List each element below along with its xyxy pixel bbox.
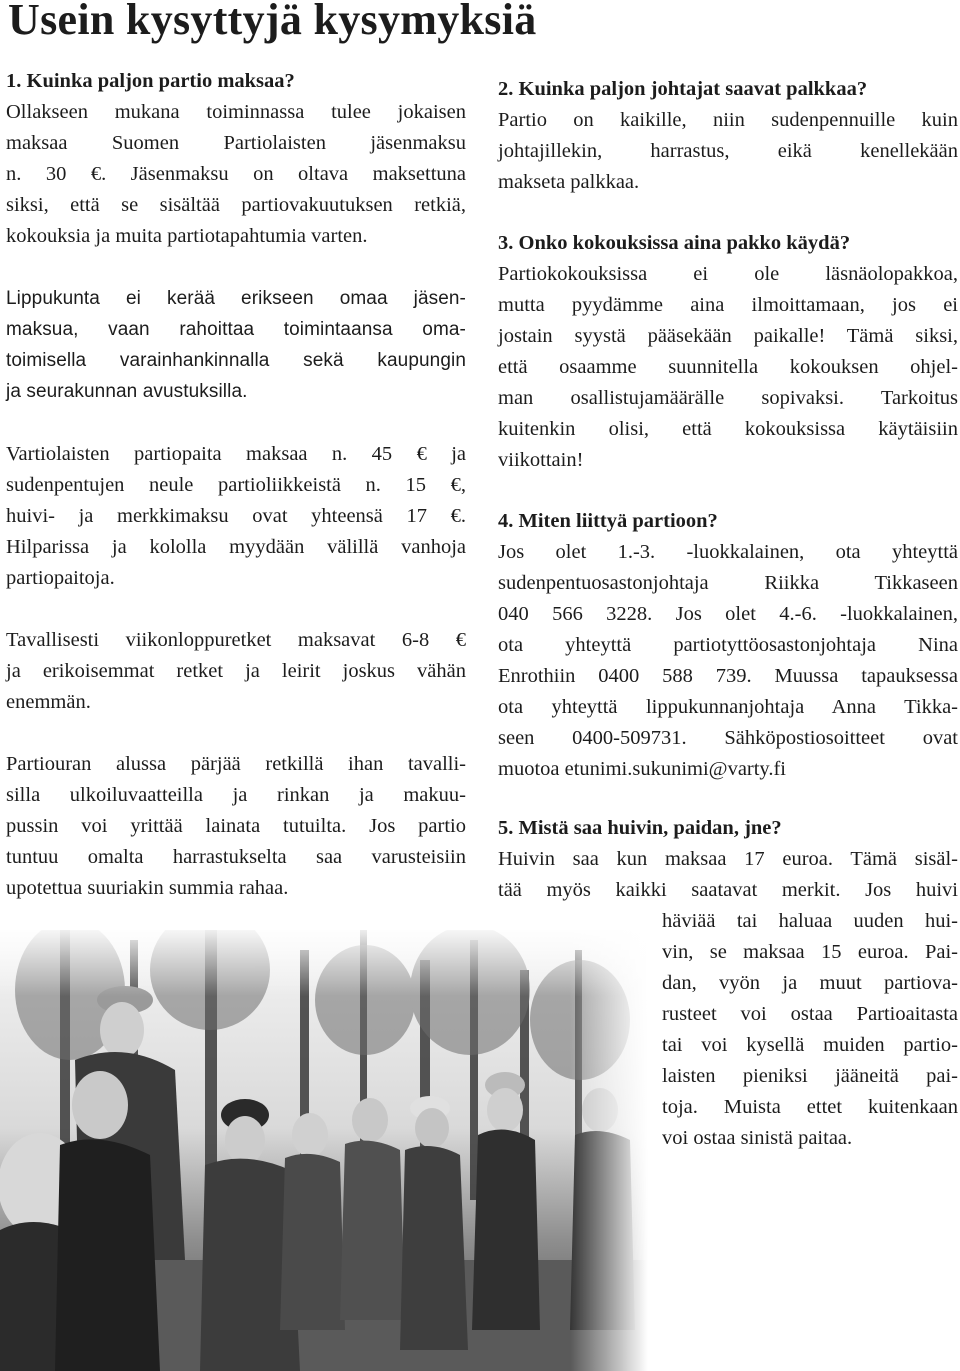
question-heading: 4. Miten liittyä partioon? bbox=[498, 510, 718, 532]
faq-item-join bbox=[498, 506, 958, 785]
answer-line: seen 0400-509731. Sähköpostiosoitteet ovat bbox=[498, 727, 958, 749]
faq-item-cost bbox=[6, 66, 466, 252]
email-format-line: muotoa etunimi.sukunimi@varty.fi bbox=[498, 758, 787, 780]
paragraph-line: maksua, vaan rahoittaa toimintaansa oma- bbox=[6, 319, 466, 340]
paragraph-line: huivi- ja merkkimaksu ovat yhteensä 17 €. bbox=[6, 505, 466, 527]
paragraph-line: Tavallisesti viikonloppuretket maksavat 6-8 € bbox=[6, 629, 466, 651]
paragraph-line: silla ulkoiluvaatteilla ja rinkan ja makuu- bbox=[6, 784, 466, 806]
answer-line: johtajillekin, harrastus, eikä kenellekään bbox=[498, 140, 958, 162]
answer-line: sudenpentuosastonjohtaja Riikka Tikkaseen bbox=[498, 572, 958, 594]
question-heading: 3. Onko kokouksissa aina pakko käydä? bbox=[498, 232, 851, 254]
paragraph-line: ja erikoisemmat retket ja leirit joskus vähän bbox=[6, 660, 466, 682]
answer-line: toja. Muista ettet kuitenkaan bbox=[662, 1096, 958, 1118]
answer-line: Ollakseen mukana toiminnassa tulee jokaisen bbox=[6, 101, 466, 123]
paragraph-line: Hilparissa ja kololla myydään välillä vanhoja bbox=[6, 536, 466, 558]
faq-item-meetings bbox=[498, 228, 958, 476]
page-title: Usein kysyttyjä kysymyksiä bbox=[8, 0, 537, 44]
answer-line: Jos olet 1.-3. -luokkalainen, ota yhteyttä bbox=[498, 541, 958, 563]
answer-line: siksi, että se sisältää partiovakuutuksen retkiä, bbox=[6, 194, 466, 216]
paragraph-trip-costs bbox=[6, 625, 466, 718]
answer-line: kuitenkin olisi, että kokouksissa käytäisiin bbox=[498, 418, 958, 440]
faq-item-scarf-shirt-continued bbox=[662, 906, 958, 1154]
paragraph-line: pussin voi yrittää lainata tutuilta. Jos partio bbox=[6, 815, 466, 837]
paragraph-line: sudenpentujen neule partioliikkeistä n. 15 €, bbox=[6, 474, 466, 496]
answer-line: jostain syystä pääsekään paikalle! Tämä siksi, bbox=[498, 325, 958, 347]
answer-line: häviää tai haluaa uuden hui- bbox=[662, 910, 958, 932]
faq-item-leader-pay bbox=[498, 74, 958, 198]
answer-line: 040 566 3228. Jos olet 4.-6. -luokkalainen, bbox=[498, 603, 958, 625]
paragraph-membership-funding bbox=[6, 283, 466, 407]
question-heading: 5. Mistä saa huivin, paidan, jne? bbox=[498, 817, 782, 839]
answer-line: tai voi kysellä muiden partio- bbox=[662, 1034, 958, 1056]
answer-line: Partiokokouksissa ei ole läsnäolopakkoa, bbox=[498, 263, 958, 285]
answer-line: Huivin saa kun maksaa 17 euroa. Tämä sisäl- bbox=[498, 848, 958, 870]
answer-line: makseta palkkaa. bbox=[498, 171, 640, 193]
paragraph-uniform-prices bbox=[6, 439, 466, 594]
answer-line: Partio on kaikille, niin sudenpennuille kuin bbox=[498, 109, 958, 131]
answer-line: dan, vyön ja muut partiova- bbox=[662, 972, 958, 994]
paragraph-line: Partiouran alussa pärjää retkillä ihan tavalli- bbox=[6, 753, 466, 775]
answer-line: laisten pieniksi jääneitä pai- bbox=[662, 1065, 958, 1087]
paragraph-line: tuntuu omalta harrastukselta saa varusteisiin bbox=[6, 846, 466, 868]
question-heading: 1. Kuinka paljon partio maksaa? bbox=[6, 70, 295, 92]
paragraph-line: partiopaitoja. bbox=[6, 567, 115, 589]
answer-line: rusteet voi ostaa Partioaitasta bbox=[662, 1003, 958, 1025]
answer-line: ota yhteyttä lippukunnanjohtaja Anna Tikka- bbox=[498, 696, 958, 718]
paragraph-line: Vartiolaisten partiopaita maksaa n. 45 € ja bbox=[6, 443, 466, 465]
answer-line: että osaamme suunnitella kokouksen ohjel- bbox=[498, 356, 958, 378]
paragraph-line: ja seurakunnan avustuksilla. bbox=[6, 381, 248, 402]
answer-line: voi ostaa sinistä paitaa. bbox=[662, 1127, 853, 1149]
paragraph-line: toimisella varainhankinnalla sekä kaupungin bbox=[6, 350, 466, 371]
paragraph-line: Lippukunta ei kerää erikseen omaa jäsen- bbox=[6, 288, 466, 309]
paragraph-line: enemmän. bbox=[6, 691, 91, 713]
answer-line: vin, se maksaa 15 euroa. Pai- bbox=[662, 941, 958, 963]
answer-line: Enrothiin 0400 588 739. Muussa tapauksessa bbox=[498, 665, 958, 687]
answer-line: ota yhteyttä partiotyttöosastonjohtaja Nina bbox=[498, 634, 958, 656]
answer-line: n. 30 €. Jäsenmaksu on oltava maksettuna bbox=[6, 163, 466, 185]
answer-line: kokouksia ja muita partiotapahtumia varten. bbox=[6, 225, 368, 247]
question-heading: 2. Kuinka paljon johtajat saavat palkkaa? bbox=[498, 78, 868, 100]
faq-item-scarf-shirt bbox=[498, 813, 958, 906]
answer-line: man osallistujamäärälle sopivaksi. Tarkoitus bbox=[498, 387, 958, 409]
answer-line: maksaa Suomen Partiolaisten jäsenmaksu bbox=[6, 132, 466, 154]
scouts-in-forest-photo bbox=[0, 930, 648, 1371]
paragraph-equipment bbox=[6, 749, 466, 904]
answer-line: mutta pyydämme aina ilmoittamaan, jos ei bbox=[498, 294, 958, 316]
answer-line: viikottain! bbox=[498, 449, 584, 471]
answer-line: tää myös kaikki saatavat merkit. Jos huivi bbox=[498, 879, 958, 901]
paragraph-line: upotettua suuriakin summia rahaa. bbox=[6, 877, 289, 899]
